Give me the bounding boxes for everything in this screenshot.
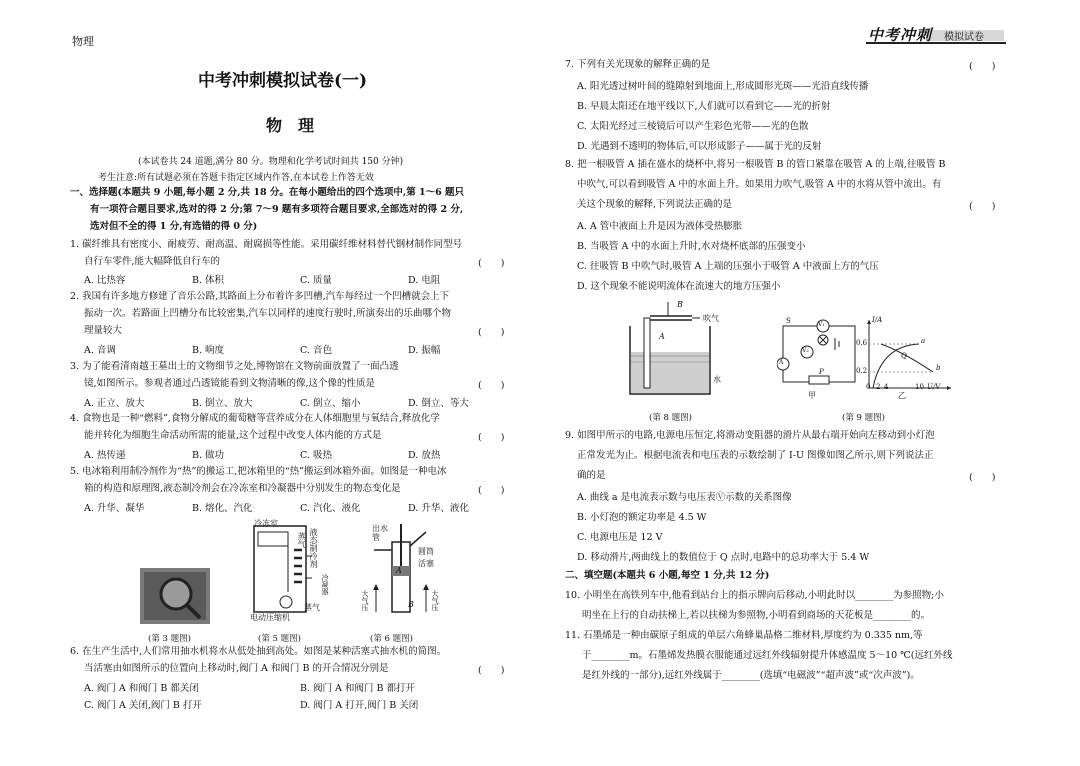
q1-option-a[interactable]: A. 比热容 [84, 275, 126, 286]
q9-stem-2: 正常发光为止。根据电流表和电压表的示数绘制了 I-U 图像如图乙所示,则下列说法正 [577, 450, 934, 461]
q9-stem-1: 9. 如图甲所示的电路,电源电压恒定,将滑动变阻器的滑片从最右端开始向左移动到小灯泡 [565, 430, 935, 441]
figure-5-label-freezer: 冷冻室 [254, 519, 278, 528]
q3-stem-1: 3. 为了能看清南越王墓出土的文物细节之处,博物馆在文物前面放置了一面凸透 [70, 361, 399, 372]
figure-9-x-tick-2: 2 [876, 383, 881, 391]
figure-6-label-valve-a: A [396, 566, 402, 575]
q8-option-a[interactable]: A. A 管中液面上升是因为液体受热膨胀 [577, 221, 743, 232]
figure-9-label-v1: V₁ [818, 321, 825, 328]
brand-tag: 模拟试卷 [944, 32, 984, 43]
subject-label: 物理 [72, 35, 94, 48]
figure-9-label-yi: 乙 [898, 391, 906, 400]
figure-9-y-tick-02: 0.2 [856, 367, 868, 375]
q11-stem-1[interactable]: 11. 石墨烯是一种由碳原子组成的单层六角蜂巢晶格二维材料,厚度约为 0.335 nm,等 [565, 630, 923, 641]
q2-option-c[interactable]: C. 音色 [300, 345, 332, 356]
q1-option-c[interactable]: C. 质量 [300, 275, 332, 286]
exam-subject: 物 理 [266, 116, 315, 135]
figure-5-label-vapor: 蒸气 [297, 532, 306, 548]
figure-9-graph [859, 316, 955, 396]
q8-stem-3: 关这个现象的解释,下列说法正确的是 [577, 199, 733, 210]
q4-option-c[interactable]: C. 吸热 [300, 450, 332, 461]
q1-option-b[interactable]: B. 体积 [192, 275, 225, 286]
q3-option-d[interactable]: D. 倒立、等大 [408, 398, 469, 409]
q2-option-b[interactable]: B. 响度 [192, 345, 225, 356]
q2-stem-2: 振动一次。若路面上凹槽分布比较密集,汽车以同样的速度行驶时,所演奏出的乐曲哪个物 [84, 308, 452, 319]
q6-option-a[interactable]: A. 阀门 A 和阀门 B 都关闭 [84, 683, 199, 694]
q4-option-a[interactable]: A. 热传递 [84, 450, 126, 461]
q8-option-c[interactable]: C. 往吸管 B 中吹气时,吸管 A 上端的压强小于吸管 A 中液面上方的气压 [577, 261, 879, 272]
q9-stem-3: 确的是 [577, 470, 606, 481]
figure-9-x-tick-10: 10 [915, 383, 924, 391]
brand-logo: 中考冲刺 [868, 26, 933, 44]
q6-option-b[interactable]: B. 阀门 A 和阀门 B 都打开 [300, 683, 415, 694]
q9-answer-paren[interactable]: ( ) [969, 472, 996, 483]
figure-8-label-water: 水 [713, 375, 721, 384]
q4-stem-2: 能并转化为细胞生命活动所需的能量,这个过程中改变人体内能的方式是 [84, 430, 382, 441]
q1-option-d[interactable]: D. 电阻 [408, 275, 441, 286]
figure-6-label-valve-b: B [408, 600, 414, 609]
figure-3-magnifier [140, 568, 210, 624]
q4-option-b[interactable]: B. 做功 [192, 450, 225, 461]
q6-option-c[interactable]: C. 阀门 A 关闭,阀门 B 打开 [84, 700, 202, 711]
q9-option-d[interactable]: D. 移动滑片,两曲线上的数值位于 Q 点时,电路中的总功率大于 5.4 W [577, 552, 870, 563]
figure-9-x-tick-0: 0 [866, 383, 871, 391]
q3-answer-paren[interactable]: ( ) [478, 380, 505, 391]
q9-option-a[interactable]: A. 曲线 a 是电流表示数与电压表Ⓥ示数的关系图像 [577, 492, 792, 503]
figure-8-label-a: A [659, 332, 665, 341]
q7-option-a[interactable]: A. 阳光透过树叶间的缝隙射到地面上,形成圆形光斑——光沿直线传播 [577, 81, 869, 92]
figure-5-label-liquid: 液态制冷剂 [309, 528, 318, 568]
q11-stem-3[interactable]: 是红外线的一部分),远红外线属于________(选填“电磁波”“超声波”或“次声波”)。 [582, 670, 920, 681]
figure-5-caption: (第 5 题图) [258, 634, 301, 644]
q10-stem-1[interactable]: 10. 小明坐在高铁列车中,他看到站台上的指示牌向后移动,小明此时以________为参照物;小 [565, 590, 944, 601]
brand-banner [866, 24, 1006, 46]
figure-8-label-blow: 吹气 [703, 314, 719, 323]
figure-6-label-air-right: 大气压 [431, 590, 439, 611]
section1-line-1: 一、选择题(本题共 9 小题,每小题 2 分,共 18 分。在每小题给出的四个选项中,第 1～6 题只 [70, 187, 465, 198]
q2-option-a[interactable]: A. 音调 [84, 345, 116, 356]
q6-stem-1: 6. 在生产生活中,人们常用抽水机将水从低处抽到高处。如图是某种活塞式抽水机的简图。 [70, 646, 447, 657]
q5-option-d[interactable]: D. 升华、液化 [408, 503, 469, 514]
q1-stem-2: 自行车零件,能大幅降低自行车的 [84, 256, 221, 267]
figure-9-label-s: S [786, 317, 791, 325]
q8-option-b[interactable]: B. 当吸管 A 中的水面上升时,水对烧杯底部的压强变小 [577, 241, 806, 252]
exam-title: 中考冲刺模拟试卷(一) [198, 71, 368, 91]
figure-9-xlabel: U/V [927, 383, 941, 391]
q6-answer-paren[interactable]: ( ) [478, 665, 505, 676]
q5-option-b[interactable]: B. 熔化、汽化 [192, 503, 253, 514]
q8-stem-1: 8. 把一根吸管 A 插在盛水的烧杯中,将另一根吸管 B 的管口紧靠在吸管 A 的上端,往吸管 B [565, 159, 946, 170]
q8-option-d[interactable]: D. 这个现象不能说明流体在流速大的地方压强小 [577, 281, 781, 292]
figure-9-x-tick-4: 4 [884, 383, 889, 391]
q4-stem-1: 4. 食物也是一种“燃料”,食物分解成的葡萄糖等营养成分在人体细胞里与氧结合,释放化学 [70, 413, 440, 424]
figure-6-label-piston: 活塞 [418, 559, 434, 568]
q3-option-b[interactable]: B. 倒立、放大 [192, 398, 253, 409]
q5-option-c[interactable]: C. 汽化、液化 [300, 503, 361, 514]
figure-6-caption: (第 6 题图) [370, 634, 413, 644]
q7-option-b[interactable]: B. 早晨太阳还在地平线以下,人们就可以看到它——光的折射 [577, 101, 831, 112]
intro-line-1: (本试卷共 24 道题,满分 80 分。物理和化学考试时间共 150 分钟) [138, 157, 404, 167]
figure-9-label-p: P [819, 368, 824, 376]
q11-stem-2[interactable]: 于________m。石墨烯发热膜衣服能通过远红外线辐射提升体感温度 5～10 ℃(远红外线 [582, 650, 953, 661]
q3-option-a[interactable]: A. 正立、放大 [84, 398, 145, 409]
figure-9-circuit [777, 318, 861, 390]
q3-option-c[interactable]: C. 倒立、缩小 [300, 398, 361, 409]
section2-title: 二、填空题(本题共 6 小题,每空 1 分,共 12 分) [565, 570, 770, 581]
q7-answer-paren[interactable]: ( ) [969, 61, 996, 72]
figure-5-label-steam: 蒸气 [304, 603, 320, 612]
q10-stem-2[interactable]: 明坐在上行的自动扶梯上,若以扶梯为参照物,小明看到商场的天花板是________的。 [582, 610, 931, 621]
figure-9-caption: (第 9 题图) [842, 413, 885, 423]
q5-option-a[interactable]: A. 升华、凝华 [84, 503, 145, 514]
figure-6-label-air-left: 大气压 [361, 590, 369, 611]
q2-stem-3: 理量较大 [84, 325, 123, 336]
figure-9-point-q: Q [901, 352, 907, 360]
q6-option-d[interactable]: D. 阀门 A 打开,阀门 B 关闭 [300, 700, 419, 711]
q1-answer-paren[interactable]: ( ) [478, 258, 505, 269]
q2-answer-paren[interactable]: ( ) [478, 327, 505, 338]
figure-8-caption: (第 8 题图) [649, 413, 692, 423]
figure-8-beaker [620, 300, 760, 400]
figure-9-ylabel: I/A [872, 316, 883, 324]
figure-9-curve-b: b [936, 364, 941, 372]
figure-9-y-tick-06: 0.6 [856, 339, 868, 347]
figure-6-label-cylinder: 圆筒 [418, 547, 434, 556]
section1-line-3: 选对但不全的得 1 分,有选错的得 0 分) [90, 221, 258, 232]
figure-6-label-outlet: 出水管 [372, 524, 388, 542]
q7-stem-1: 7. 下列有关光现象的解释正确的是 [565, 59, 711, 70]
section1-line-2: 有一项符合题目要求,选对的得 2 分;第 7～9 题有多项符合题目要求,全部选对的得 2 分, [90, 204, 464, 215]
q5-stem-2: 箱的构造和原理图,液态制冷剂会在冷冻室和冷凝器中分别发生的物态变化是 [84, 483, 401, 494]
q6-stem-2: 当活塞由如图所示的位置向上移动时,阀门 A 和阀门 B 的开合情况分别是 [84, 663, 389, 674]
q1-stem-1: 1. 碳纤维具有密度小、耐疲劳、耐高温、耐腐损等性能。采用碳纤维材料替代钢材制作同型号 [70, 239, 463, 250]
q4-answer-paren[interactable]: ( ) [478, 432, 505, 443]
figure-5-fridge [246, 516, 336, 624]
q4-option-d[interactable]: D. 放热 [408, 450, 441, 461]
figure-3-caption: (第 3 题图) [148, 634, 191, 644]
q5-stem-1: 5. 电冰箱利用制冷剂作为“热”的搬运工,把冰箱里的“热”搬运到冰箱外面。如图是一种电冰 [70, 466, 447, 477]
q5-answer-paren[interactable]: ( ) [478, 485, 505, 496]
intro-line-2: 考生注意:所有试题必须在答题卡指定区域内作答,在本试卷上作答无效 [98, 173, 374, 183]
q7-option-c[interactable]: C. 太阳光经过三棱镜后可以产生彩色光带——光的色散 [577, 121, 809, 132]
q8-stem-2: 中吹气,可以看到吸管 A 中的水面上升。如果用力吹气,吸管 A 中的水将从管中流出。有 [577, 179, 942, 190]
q8-answer-paren[interactable]: ( ) [969, 201, 996, 212]
figure-9-curve-a: a [921, 337, 926, 345]
q7-option-d[interactable]: D. 光遇到不透明的物体后,可以形成影子——属于光的反射 [577, 141, 822, 152]
q9-option-c[interactable]: C. 电源电压是 12 V [577, 532, 663, 543]
figure-8-label-b: B [677, 300, 683, 309]
q3-stem-2: 镜,如图所示。参观者通过凸透镜能看到文物清晰的像,这个像的性质是 [84, 378, 376, 389]
q9-option-b[interactable]: B. 小灯泡的额定功率是 4.5 W [577, 512, 707, 523]
figure-5-label-compressor: 电动压缩机 [250, 613, 290, 622]
q2-option-d[interactable]: D. 振幅 [408, 345, 441, 356]
figure-9-label-jia: 甲 [808, 391, 816, 400]
figure-5-label-condenser: 冷凝器 [321, 574, 329, 595]
figure-9-label-v2: V₂ [802, 347, 809, 354]
figure-9-label-a: A [779, 359, 784, 366]
q2-stem-1: 2. 我国有许多地方修建了音乐公路,其路面上分布着许多凹槽,汽车每经过一个凹槽就会上下 [70, 291, 450, 302]
